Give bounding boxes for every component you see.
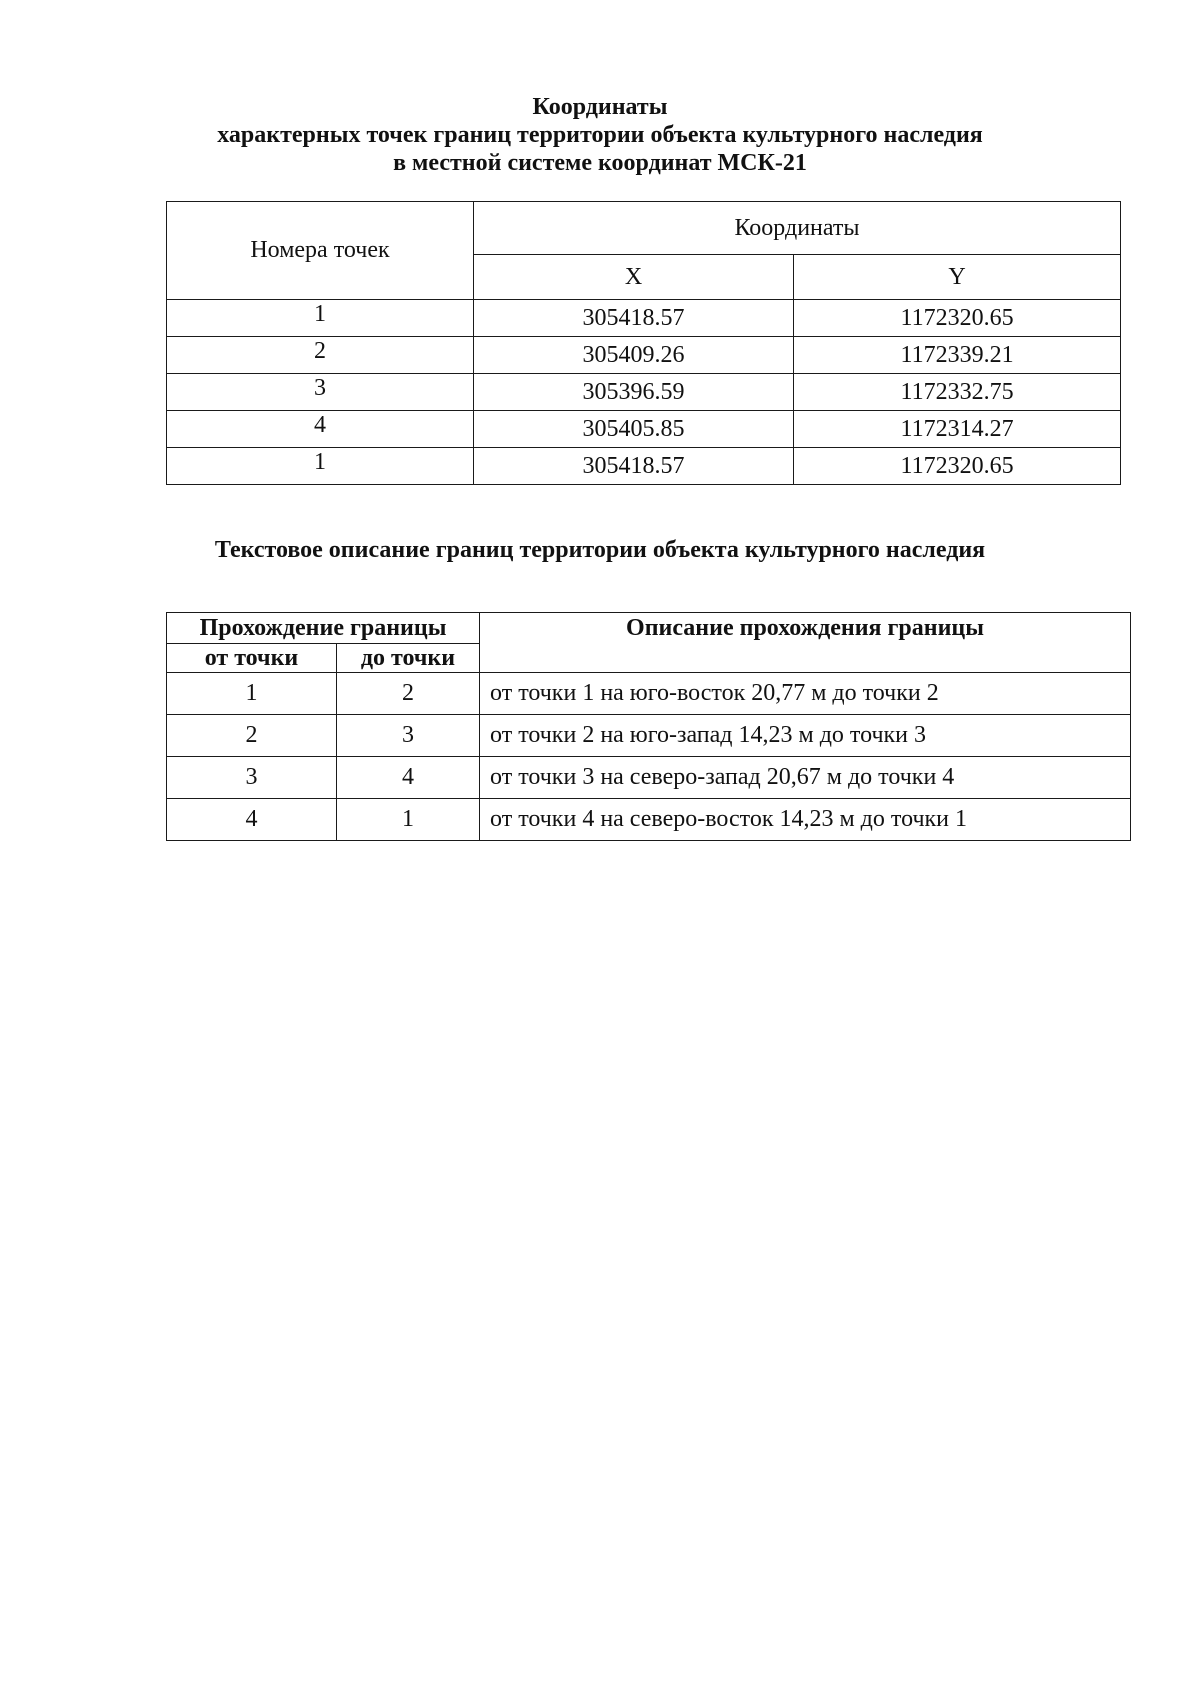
coordinate-y: 1172332.75 [794, 374, 1121, 411]
point-number: 2 [167, 337, 474, 374]
boundary-description: от точки 3 на северо-запад 20,67 м до точки 4 [480, 757, 1131, 799]
table-row [167, 799, 1131, 841]
header-point-numbers: Номера точек [167, 202, 474, 300]
to-point: 4 [337, 757, 480, 799]
coordinate-x: 305418.57 [474, 300, 794, 337]
boundary-description: от точки 2 на юго-запад 14,23 м до точки 3 [480, 715, 1131, 757]
boundary-description: от точки 4 на северо-восток 14,23 м до точки 1 [480, 799, 1131, 841]
to-point: 2 [337, 673, 480, 715]
description-title: Текстовое описание границ территории объекта культурного наследия [214, 537, 986, 563]
header-coordinates: Координаты [474, 202, 1121, 255]
coordinate-y: 1172320.65 [794, 448, 1121, 485]
coordinate-y: 1172314.27 [794, 411, 1121, 448]
coordinates-header-row [167, 202, 1121, 255]
header-description: Описание прохождения границы [480, 613, 1131, 673]
from-point: 4 [167, 799, 337, 841]
point-number: 1 [167, 448, 474, 485]
document-title [0, 93, 1200, 177]
title-line-1: Координаты [532, 94, 668, 120]
coordinate-y: 1172320.65 [794, 300, 1121, 337]
title-line-3: в местной системе координат МСК-21 [393, 150, 807, 176]
table-row [167, 673, 1131, 715]
header-from-point: от точки [167, 644, 337, 673]
point-number: 1 [167, 300, 474, 337]
point-number: 3 [167, 374, 474, 411]
from-point: 1 [167, 673, 337, 715]
coordinate-y: 1172339.21 [794, 337, 1121, 374]
table-row [167, 448, 1121, 485]
table-row [167, 300, 1121, 337]
to-point: 3 [337, 715, 480, 757]
from-point: 2 [167, 715, 337, 757]
coordinate-x: 305409.26 [474, 337, 794, 374]
description-header-row [167, 613, 1131, 644]
header-to-point: до точки [337, 644, 480, 673]
boundary-description-table [166, 612, 1131, 841]
table-row [167, 374, 1121, 411]
table-row [167, 757, 1131, 799]
header-x: X [474, 255, 794, 300]
coordinate-x: 305418.57 [474, 448, 794, 485]
coordinate-x: 305405.85 [474, 411, 794, 448]
coordinate-x: 305396.59 [474, 374, 794, 411]
table-row [167, 337, 1121, 374]
table-row [167, 411, 1121, 448]
coordinates-table [166, 201, 1121, 485]
title-line-2: характерных точек границ территории объекта культурного наследия [217, 122, 983, 148]
header-boundary-pass: Прохождение границы [167, 613, 480, 644]
boundary-description: от точки 1 на юго-восток 20,77 м до точки 2 [480, 673, 1131, 715]
table-row [167, 715, 1131, 757]
to-point: 1 [337, 799, 480, 841]
header-y: Y [794, 255, 1121, 300]
from-point: 3 [167, 757, 337, 799]
point-number: 4 [167, 411, 474, 448]
